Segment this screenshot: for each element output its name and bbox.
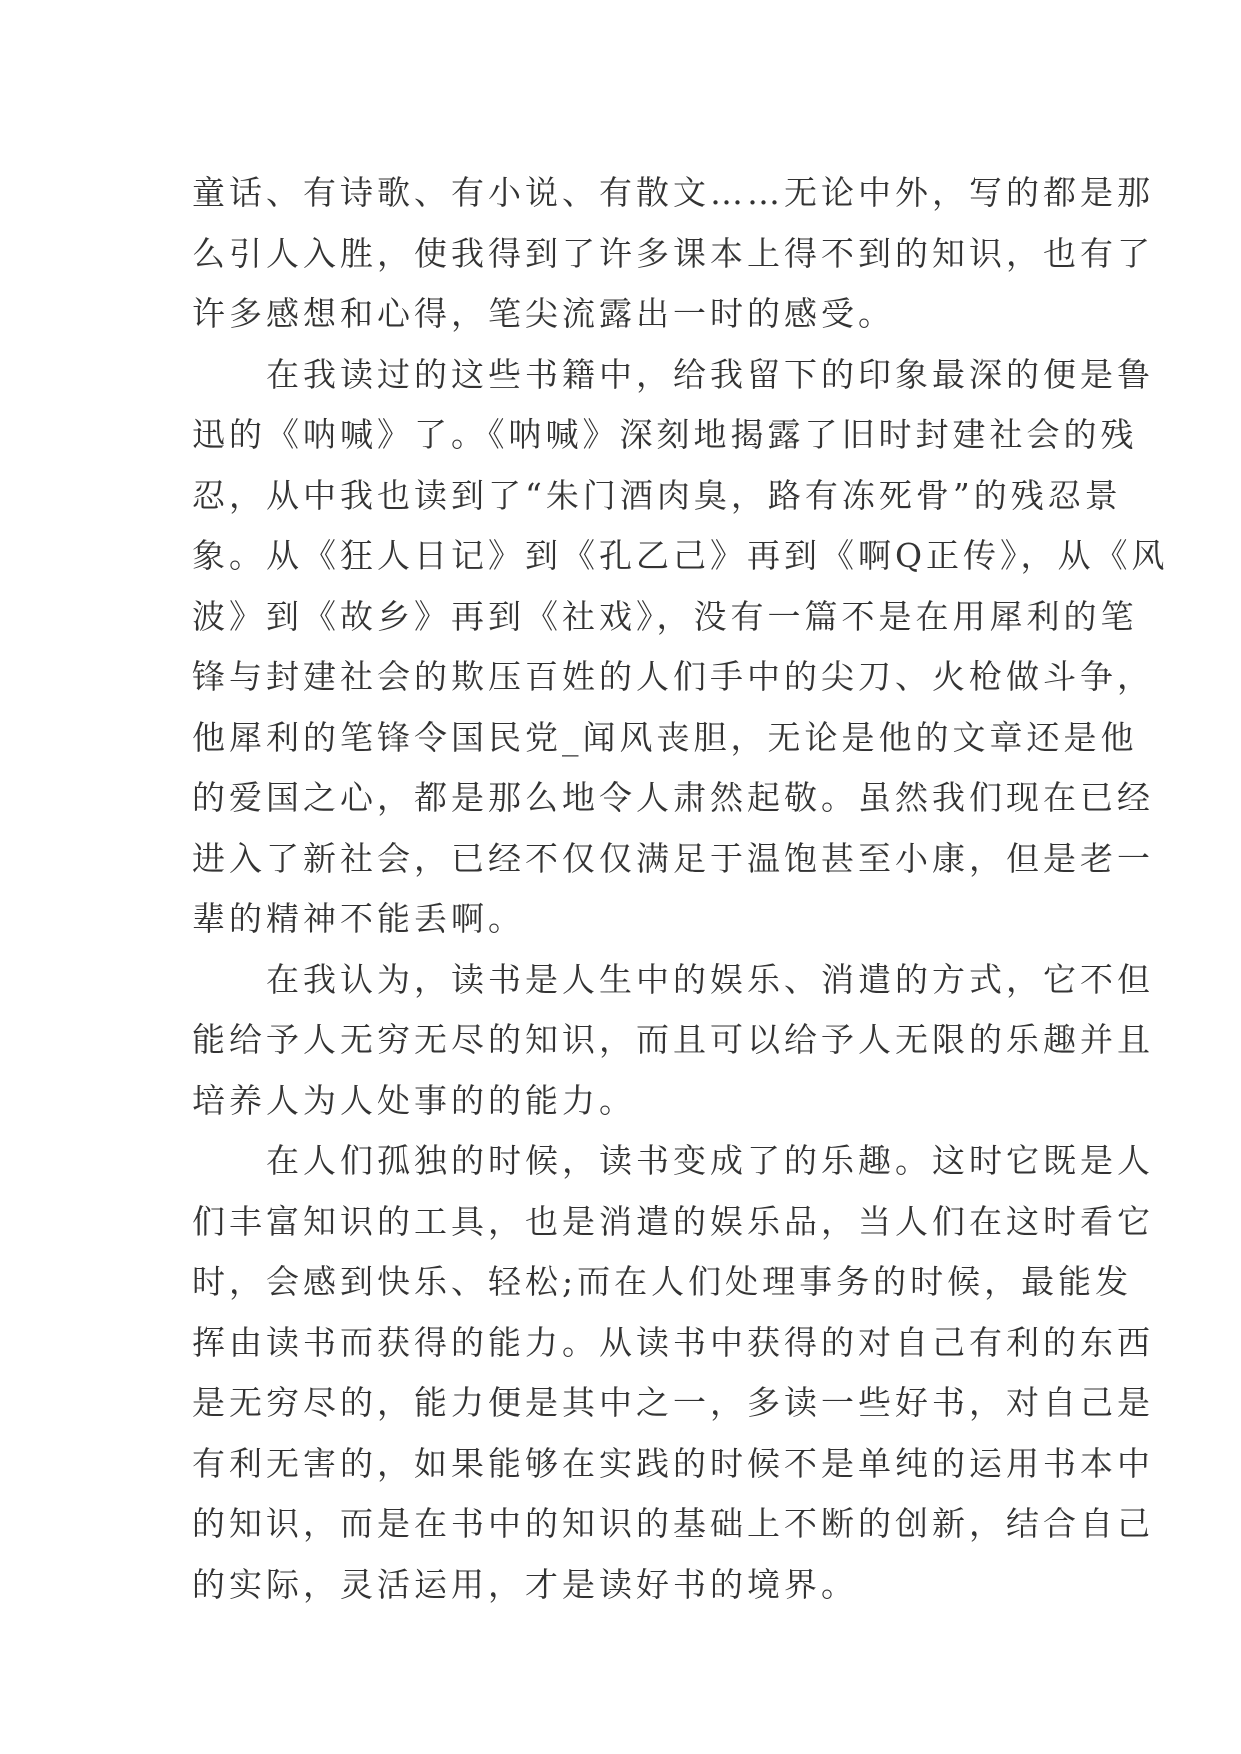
text-line: 的爱国之心，都是那么地令人肃然起敬。虽然我们现在已经 xyxy=(192,778,1154,817)
text-line: 童话、有诗歌、有小说、有散文……无论中外，写的都是那 xyxy=(192,173,1154,212)
body-text xyxy=(192,163,1169,1615)
text-line: 波》到《故乡》再到《社戏》，没有一篇不是在用犀利的笔 xyxy=(192,596,1138,636)
text-line: 辈的精神不能丢啊。 xyxy=(192,899,525,938)
text-line: 的知识，而是在书中的知识的基础上不断的创新，结合自己 xyxy=(192,1504,1154,1543)
text-line: 许多感想和心得，笔尖流露出一时的感受。 xyxy=(192,294,895,333)
text-line: 有利无害的，如果能够在实践的时候不是单纯的运用书本中 xyxy=(192,1443,1154,1483)
text-line: 在人们孤独的时候，读书变成了的乐趣。这时它既是人 xyxy=(192,1141,1154,1180)
text-line: 锋与封建社会的欺压百姓的人们手中的尖刀、火枪做斗争， xyxy=(192,657,1154,696)
text-line: 是无穷尽的，能力便是其中之一，多读一些好书，对自己是 xyxy=(192,1383,1154,1422)
text-line: 在我读过的这些书籍中，给我留下的印象最深的便是鲁 xyxy=(192,354,1154,394)
text-line: 的实际，灵活运用，才是读好书的境界。 xyxy=(192,1564,858,1604)
text-line: 迅的《呐喊》了。《呐喊》深刻地揭露了旧时封建社会的残 xyxy=(192,415,1138,454)
text-line: 他犀利的笔锋令国民党_闻风丧胆，无论是他的文章还是他 xyxy=(192,717,1138,757)
text-line: 培养人为人处事的的能力。 xyxy=(192,1080,636,1120)
text-line: 进入了新社会，已经不仅仅满足于温饱甚至小康，但是老一 xyxy=(192,838,1154,878)
text-line: 时，会感到快乐、轻松;而在人们处理事务的时候，最能发 xyxy=(192,1262,1133,1301)
text-line: 挥由读书而获得的能力。从读书中获得的对自己有利的东西 xyxy=(192,1322,1154,1362)
text-line: 象。从《狂人日记》到《孔乙己》再到《啊Q正传》，从《风 xyxy=(192,536,1169,575)
text-line: 能给予人无穷无尽的知识，而且可以给予人无限的乐趣并且 xyxy=(192,1020,1154,1059)
text-line: 忍，从中我也读到了“朱门酒肉臭，路有冻死骨”的残忍景 xyxy=(192,475,1122,515)
text-line: 们丰富知识的工具，也是消遣的娱乐品，当人们在这时看它 xyxy=(192,1201,1154,1241)
text-line: 么引人入胜，使我得到了许多课本上得不到的知识，也有了 xyxy=(192,233,1154,273)
text-line: 在我认为，读书是人生中的娱乐、消遣的方式，它不但 xyxy=(192,959,1154,999)
